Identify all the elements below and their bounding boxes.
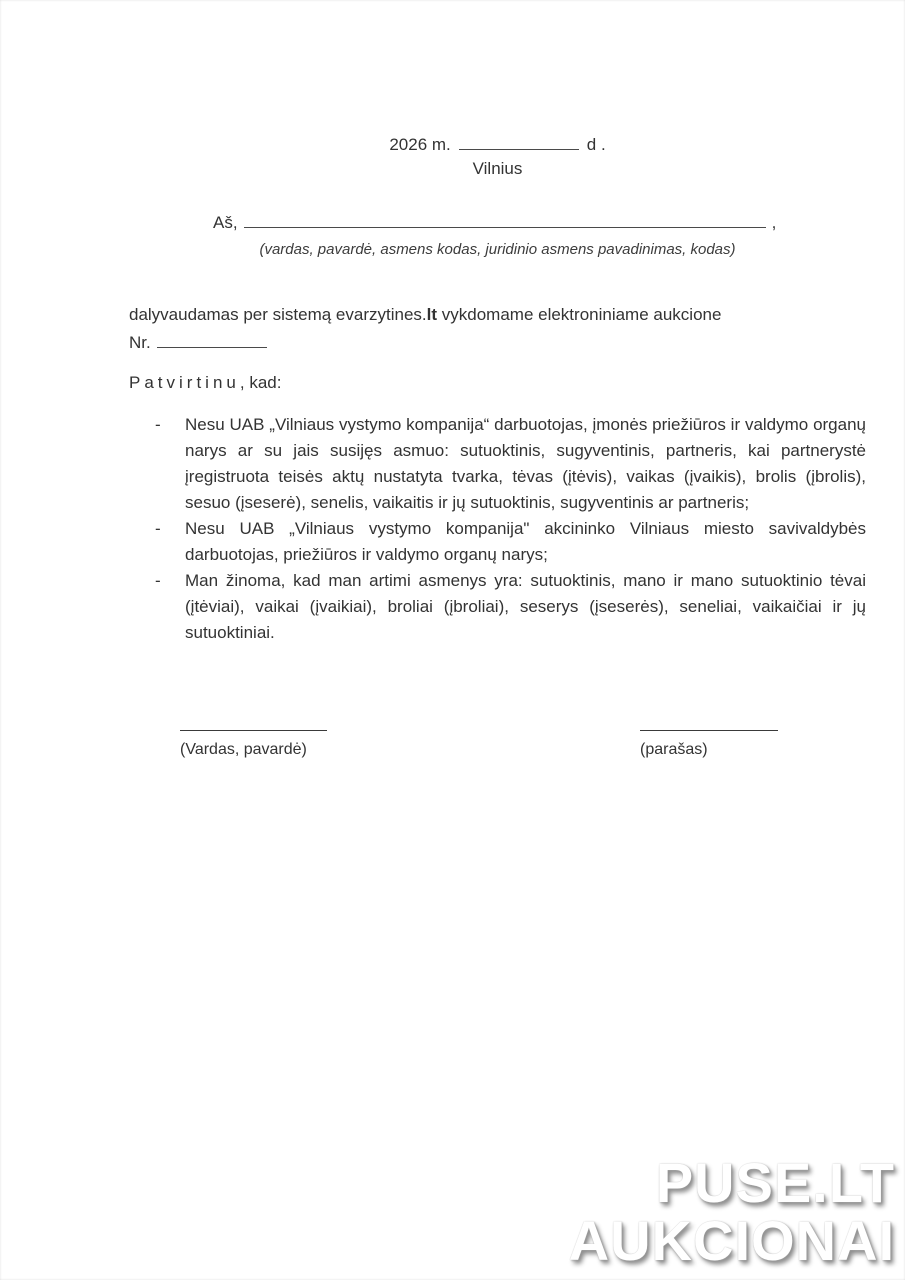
intro-text-bold: lt (426, 305, 438, 324)
auction-number-blank-line (157, 332, 267, 348)
date-line (129, 134, 866, 156)
declarant-comma: , (771, 213, 777, 232)
declaration-item-text: Man žinoma, kad man artimi asmenys yra: sutuoktinis, mano ir mano sutuoktinio tėvai (įtėviai), vaikai (įvaikiai), broliai (įbroliai), seserys (įseserės), seneliai, vaikaičiai ir jų sutuoktiniai. (185, 571, 866, 642)
signature-name-blank-line (180, 730, 327, 731)
declaration-list (129, 412, 866, 646)
declarant-line (213, 212, 866, 234)
date-day-suffix: d . (586, 135, 606, 154)
list-item (129, 412, 866, 516)
intro-text-after: vykdomame elektroniniame aukcione (437, 305, 722, 324)
date-blank-line (459, 134, 579, 150)
watermark-line1: PUSE.LT (655, 1151, 895, 1214)
list-item (129, 516, 866, 568)
declarant-hint: (vardas, pavardė, asmens kodas, juridinio asmens pavadinimas, kodas) (259, 241, 736, 258)
declaration-item-text: Nesu UAB „Vilniaus vystymo kompanija" akcininko Vilniaus miesto savivaldybės darbuotojas, priežiūros ir valdymo organų narys; (185, 519, 866, 564)
signature-sign-column (640, 730, 778, 761)
city-line: Vilnius (472, 159, 523, 178)
confirm-rest: , kad: (239, 373, 282, 392)
watermark (568, 1151, 895, 1272)
watermark-line2: AUKCIONAI (568, 1209, 895, 1272)
confirm-heading (129, 372, 866, 394)
bullet-dash: - (155, 571, 161, 590)
signature-name-hint: (Vardas, pavardė) (180, 741, 307, 758)
declaration-item-text: Nesu UAB „Vilniaus vystymo kompanija“ darbuotojas, įmonės priežiūros ir valdymo organų narys ar su jais susijęs asmuo: sutuoktinis, sugyventinis, partneris, kai partnerystė įregistruota teisės aktų nustatyta tvarka, tėvas (įtėvis), vaikas (įvaikis), brolis (įbrolis), sesuo (įseserė), senelis, vaikaitis ir jų sutuoktinis, sugyventinis ar partneris; (185, 415, 866, 512)
auction-number-line (129, 333, 267, 352)
declarant-blank-line (244, 212, 766, 228)
confirm-word: Patvirtinu (129, 373, 240, 392)
signature-section (129, 730, 866, 790)
signature-sign-hint: (parašas) (640, 741, 708, 758)
bullet-dash: - (155, 519, 161, 538)
date-year-prefix: 2026 m. (389, 135, 451, 154)
signature-name-column (180, 730, 327, 761)
declarant-prefix: Aš, (213, 213, 238, 232)
document-body (129, 0, 866, 790)
intro-paragraph (129, 301, 866, 357)
signature-sign-blank-line (640, 730, 778, 731)
list-item (129, 568, 866, 646)
intro-text-before: dalyvaudamas per sistemą evarzytines. (129, 305, 427, 324)
auction-number-label: Nr. (129, 333, 151, 352)
bullet-dash: - (155, 415, 161, 434)
